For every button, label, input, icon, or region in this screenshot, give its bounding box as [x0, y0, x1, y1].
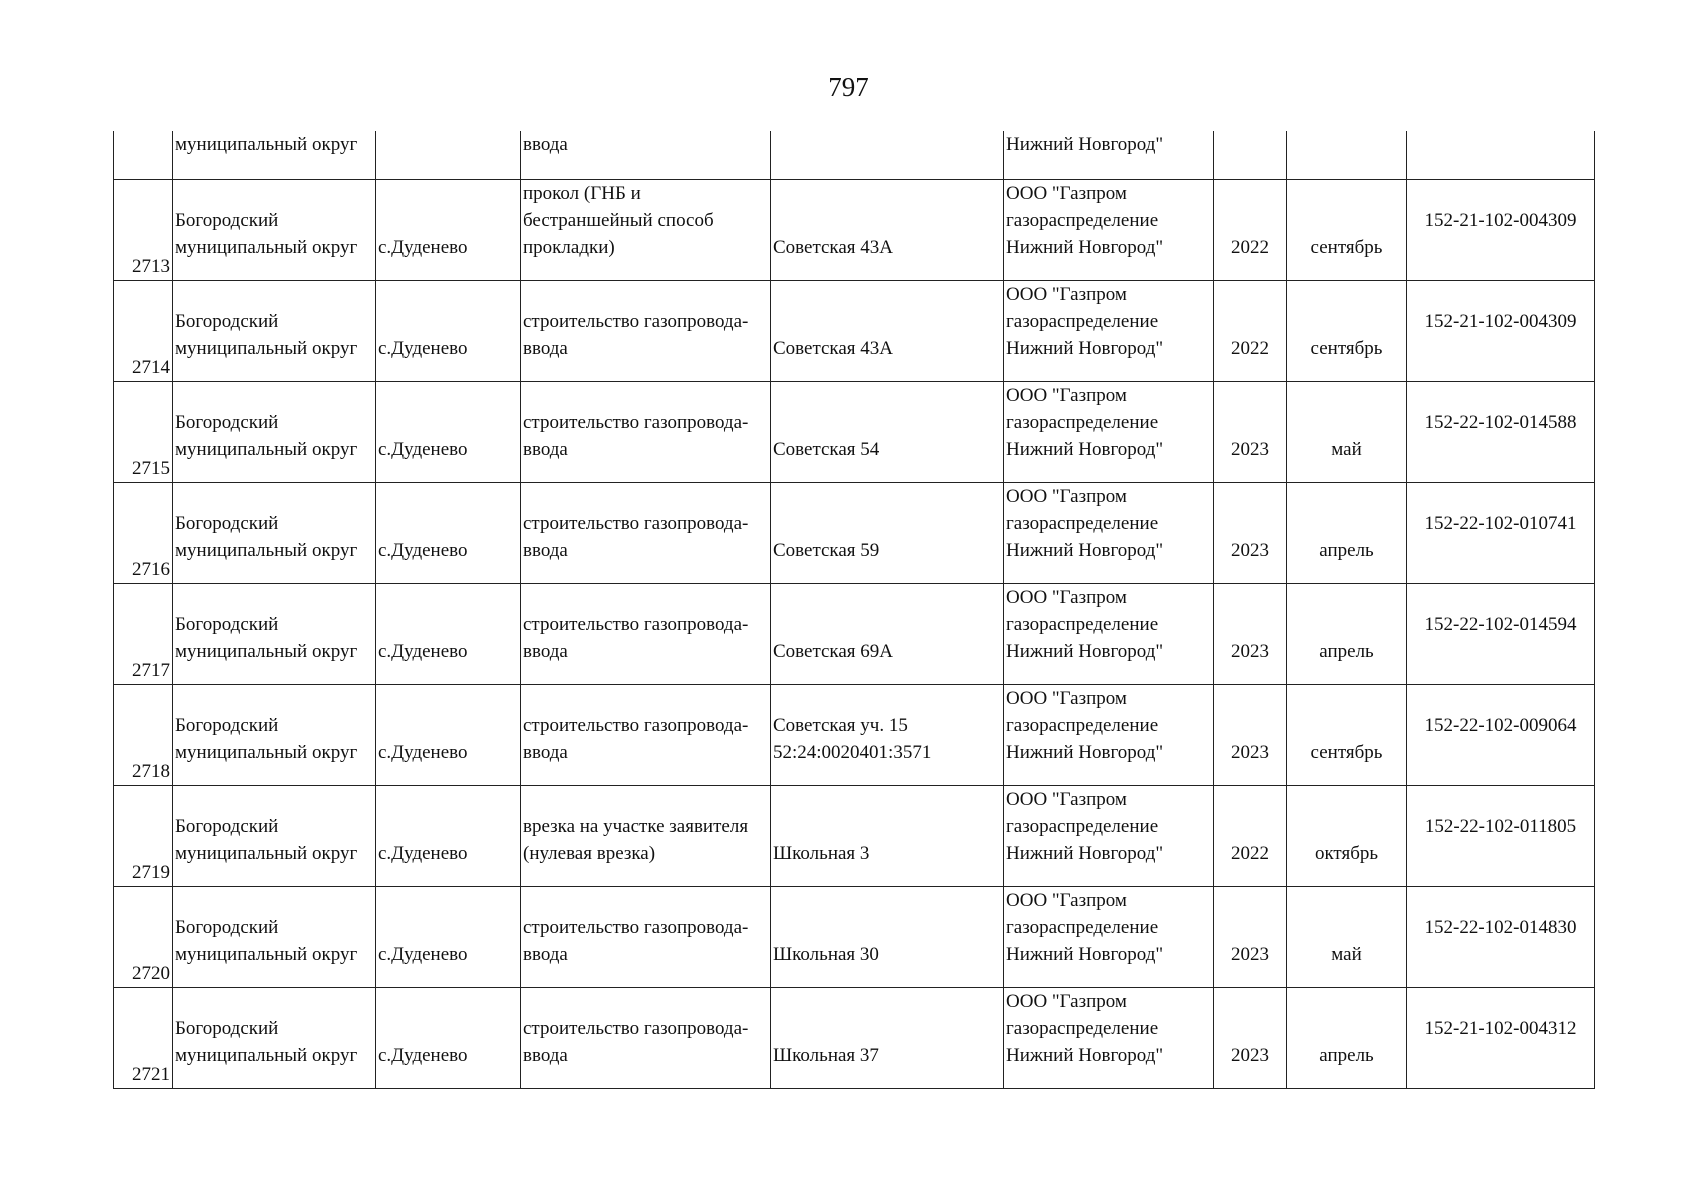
field-year: 2023	[1231, 742, 1269, 763]
cell-organization	[1004, 887, 1214, 988]
field-district-l1: Богородский	[175, 917, 279, 938]
cell-organization	[1004, 988, 1214, 1089]
cell-num	[114, 988, 173, 1089]
cell-month	[1287, 988, 1407, 1089]
cell-work	[521, 382, 771, 483]
address-line-1: Советская уч. 15	[773, 715, 908, 736]
field-org-l3: Нижний Новгород"	[1006, 540, 1164, 561]
cell-month	[1287, 131, 1407, 180]
cell-district: муниципальный округ	[173, 131, 376, 180]
field-org-l1: ООО "Газпром	[1006, 587, 1127, 608]
field-work-l2: врезка на участке заявителя	[523, 816, 749, 837]
cell-month	[1287, 483, 1407, 584]
cell-month	[1287, 887, 1407, 988]
cell-code	[1407, 281, 1595, 382]
field-district-l1: Богородский	[175, 1018, 279, 1039]
cell-locality	[376, 131, 521, 180]
field-work-l3: ввода	[523, 641, 568, 662]
field-district-l1: Богородский	[175, 513, 279, 534]
cell-district	[173, 382, 376, 483]
cell-address	[771, 483, 1004, 584]
cell-organization	[1004, 281, 1214, 382]
field-org-l2: газораспределение	[1006, 412, 1159, 433]
field-locality: с.Дуденево	[378, 1045, 468, 1066]
field-code: 152-22-102-010741	[1424, 513, 1577, 534]
address-line-1: Советская 43А	[773, 338, 894, 359]
field-month: сентябрь	[1310, 338, 1383, 359]
field-locality: с.Дуденево	[378, 944, 468, 965]
cell-address	[771, 281, 1004, 382]
field-work-l1	[523, 281, 768, 308]
cell-district	[173, 483, 376, 584]
table-row-continuation	[114, 131, 1595, 180]
field-district-l2: муниципальный округ	[175, 540, 358, 561]
cell-work: ввода	[521, 131, 771, 180]
registry-table	[113, 131, 1595, 1089]
cell-district	[173, 180, 376, 281]
field-org-l1: ООО "Газпром	[1006, 789, 1127, 810]
field-district-l2: муниципальный округ	[175, 742, 358, 763]
field-month: апрель	[1319, 1045, 1374, 1066]
cell-locality	[376, 180, 521, 281]
cell-work	[521, 180, 771, 281]
cell-year	[1214, 281, 1287, 382]
field-locality: с.Дуденево	[378, 843, 468, 864]
field-district-l1: Богородский	[175, 412, 279, 433]
field-org-l1: ООО "Газпром	[1006, 890, 1127, 911]
cell-locality	[376, 786, 521, 887]
cell-address	[771, 382, 1004, 483]
address-line-1: Школьная 37	[773, 1045, 879, 1066]
cell-num	[114, 180, 173, 281]
field-month: сентябрь	[1310, 742, 1383, 763]
field-district-l2: муниципальный округ	[175, 641, 358, 662]
field-num: 2715	[132, 458, 170, 479]
cell-num	[114, 131, 173, 180]
field-org-l3: Нижний Новгород"	[1006, 944, 1164, 965]
cell-locality	[376, 483, 521, 584]
cell-locality	[376, 382, 521, 483]
cell-num	[114, 281, 173, 382]
address-line-1: Советская 54	[773, 439, 880, 460]
field-org-l3: Нижний Новгород"	[1006, 641, 1164, 662]
cell-organization	[1004, 786, 1214, 887]
cell-district	[173, 281, 376, 382]
cell-code	[1407, 131, 1595, 180]
field-num: 2720	[132, 963, 170, 984]
address-line-1: Школьная 30	[773, 944, 879, 965]
cell-organization	[1004, 382, 1214, 483]
field-org-l3: Нижний Новгород"	[1006, 439, 1164, 460]
cell-locality	[376, 685, 521, 786]
cell-num	[114, 887, 173, 988]
cell-locality	[376, 988, 521, 1089]
field-locality: с.Дуденево	[378, 742, 468, 763]
cell-organization	[1004, 584, 1214, 685]
cell-code	[1407, 180, 1595, 281]
cell-address	[771, 180, 1004, 281]
cell-organization	[1004, 483, 1214, 584]
field-work-l1	[523, 685, 768, 712]
field-work-l3: ввода	[523, 944, 568, 965]
cell-locality	[376, 584, 521, 685]
field-work-l1	[523, 988, 768, 1015]
cell-work	[521, 483, 771, 584]
field-month: апрель	[1319, 540, 1374, 561]
table-row	[114, 887, 1595, 988]
field-work-l1	[523, 382, 768, 409]
field-code: 152-22-102-009064	[1424, 715, 1577, 736]
cell-year	[1214, 786, 1287, 887]
field-org-l3: Нижний Новгород"	[1006, 1045, 1164, 1066]
field-org-l1: ООО "Газпром	[1006, 688, 1127, 709]
field-work-l1	[523, 786, 768, 813]
cell-year	[1214, 988, 1287, 1089]
field-num: 2714	[132, 357, 170, 378]
cell-locality	[376, 281, 521, 382]
cell-month	[1287, 180, 1407, 281]
table-row	[114, 988, 1595, 1089]
field-work-l3: (нулевая врезка)	[523, 843, 656, 864]
cell-district	[173, 786, 376, 887]
field-work-l1	[523, 483, 768, 510]
cell-district	[173, 887, 376, 988]
cell-locality	[376, 887, 521, 988]
cell-num	[114, 584, 173, 685]
field-num: 2713	[132, 256, 170, 277]
field-district-l1: Богородский	[175, 715, 279, 736]
cell-num	[114, 483, 173, 584]
field-org-l3: Нижний Новгород"	[1006, 742, 1164, 763]
table-row	[114, 180, 1595, 281]
cell-work	[521, 281, 771, 382]
cell-code	[1407, 786, 1595, 887]
field-org-l3: Нижний Новгород"	[1006, 338, 1164, 359]
field-work-l2: строительство газопровода-	[523, 1018, 749, 1039]
field-num: 2721	[132, 1064, 170, 1085]
field-org-l2: газораспределение	[1006, 614, 1159, 635]
cell-work	[521, 584, 771, 685]
field-work-l3: ввода	[523, 439, 568, 460]
field-year: 2022	[1231, 338, 1269, 359]
field-month: апрель	[1319, 641, 1374, 662]
cell-work	[521, 786, 771, 887]
field-district-l2: муниципальный округ	[175, 843, 358, 864]
cell-district	[173, 685, 376, 786]
field-work-l3: ввода	[523, 1045, 568, 1066]
table-row	[114, 483, 1595, 584]
address-line-1: Советская 69А	[773, 641, 894, 662]
cell-address	[771, 988, 1004, 1089]
field-month: сентябрь	[1310, 237, 1383, 258]
table-row	[114, 685, 1595, 786]
field-month: май	[1331, 439, 1362, 460]
cell-year	[1214, 584, 1287, 685]
field-org-l1: ООО "Газпром	[1006, 385, 1127, 406]
field-work-l2: строительство газопровода-	[523, 715, 749, 736]
field-year: 2022	[1231, 237, 1269, 258]
cell-address	[771, 584, 1004, 685]
field-month: май	[1331, 944, 1362, 965]
field-work-l3: прокладки)	[523, 237, 615, 258]
cell-year	[1214, 685, 1287, 786]
cell-organization	[1004, 180, 1214, 281]
table-row	[114, 584, 1595, 685]
field-code: 152-22-102-014830	[1424, 917, 1577, 938]
field-year: 2023	[1231, 439, 1269, 460]
field-num: 2719	[132, 862, 170, 883]
field-org-l1: ООО "Газпром	[1006, 284, 1127, 305]
field-org-l2: газораспределение	[1006, 816, 1159, 837]
cell-work	[521, 887, 771, 988]
field-work-l2: бестраншейный способ	[523, 210, 714, 231]
cell-year	[1214, 887, 1287, 988]
cell-code	[1407, 483, 1595, 584]
field-district-l2: муниципальный округ	[175, 1045, 358, 1066]
field-code: 152-21-102-004309	[1424, 311, 1577, 332]
cell-organization	[1004, 685, 1214, 786]
cell-month	[1287, 382, 1407, 483]
cell-district	[173, 988, 376, 1089]
field-num: 2718	[132, 761, 170, 782]
field-org-l3: Нижний Новгород"	[1006, 843, 1164, 864]
field-district-l1: Богородский	[175, 210, 279, 231]
cell-address	[771, 786, 1004, 887]
field-org-l1: ООО "Газпром	[1006, 991, 1127, 1012]
address-line-2: 52:24:0020401:3571	[773, 742, 932, 763]
table-row	[114, 786, 1595, 887]
field-locality: с.Дуденево	[378, 237, 468, 258]
field-work-l2: строительство газопровода-	[523, 311, 749, 332]
address-line-1: Школьная 3	[773, 843, 870, 864]
field-district-l1: Богородский	[175, 311, 279, 332]
cell-code	[1407, 382, 1595, 483]
field-org-l2: газораспределение	[1006, 1018, 1159, 1039]
field-district-l2: муниципальный округ	[175, 338, 358, 359]
address-line-1: Советская 59	[773, 540, 880, 561]
cell-year	[1214, 180, 1287, 281]
field-locality: с.Дуденево	[378, 338, 468, 359]
field-code: 152-22-102-014594	[1424, 614, 1577, 635]
address-line-1: Советская 43А	[773, 237, 894, 258]
cell-code	[1407, 685, 1595, 786]
field-work-l2: строительство газопровода-	[523, 917, 749, 938]
field-work-l1	[523, 887, 768, 914]
cell-year	[1214, 483, 1287, 584]
cell-work	[521, 685, 771, 786]
field-month: октябрь	[1314, 843, 1379, 864]
field-org-l2: газораспределение	[1006, 917, 1159, 938]
field-work-l3: ввода	[523, 338, 568, 359]
field-district-l2: муниципальный округ	[175, 944, 358, 965]
field-year: 2023	[1231, 944, 1269, 965]
field-locality: с.Дуденево	[378, 540, 468, 561]
cell-month	[1287, 786, 1407, 887]
cell-district	[173, 584, 376, 685]
field-locality: с.Дуденево	[378, 439, 468, 460]
field-org-l2: газораспределение	[1006, 311, 1159, 332]
field-district-l2: муниципальный округ	[175, 439, 358, 460]
field-code: 152-22-102-011805	[1424, 816, 1577, 837]
field-org-l1: ООО "Газпром	[1006, 183, 1127, 204]
cell-address	[771, 685, 1004, 786]
field-year: 2023	[1231, 540, 1269, 561]
cell-month	[1287, 685, 1407, 786]
field-year: 2023	[1231, 1045, 1269, 1066]
page-number: 797	[828, 72, 869, 102]
cell-code	[1407, 584, 1595, 685]
field-org-l3: Нижний Новгород"	[1006, 237, 1164, 258]
field-district-l1: Богородский	[175, 614, 279, 635]
field-code: 152-21-102-004312	[1424, 1018, 1577, 1039]
field-code: 152-21-102-004309	[1424, 210, 1577, 231]
cell-code	[1407, 988, 1595, 1089]
cell-month	[1287, 281, 1407, 382]
cell-num	[114, 382, 173, 483]
field-work-l3: ввода	[523, 540, 568, 561]
field-work-l2: строительство газопровода-	[523, 412, 749, 433]
field-work-l2: строительство газопровода-	[523, 614, 749, 635]
cell-address	[771, 131, 1004, 180]
cell-num	[114, 685, 173, 786]
field-work-l1: прокол (ГНБ и	[523, 183, 641, 204]
field-code: 152-22-102-014588	[1424, 412, 1577, 433]
field-work-l1	[523, 584, 768, 611]
cell-year	[1214, 382, 1287, 483]
field-district-l2: муниципальный округ	[175, 237, 358, 258]
field-num: 2717	[132, 660, 170, 681]
field-num: 2716	[132, 559, 170, 580]
field-year: 2023	[1231, 641, 1269, 662]
field-locality: с.Дуденево	[378, 641, 468, 662]
field-org-l1: ООО "Газпром	[1006, 486, 1127, 507]
field-org-l2: газораспределение	[1006, 513, 1159, 534]
field-org-l2: газораспределение	[1006, 715, 1159, 736]
cell-num	[114, 786, 173, 887]
table-row	[114, 281, 1595, 382]
cell-code	[1407, 887, 1595, 988]
cell-organization: Нижний Новгород"	[1004, 131, 1214, 180]
field-work-l2: строительство газопровода-	[523, 513, 749, 534]
field-work-l3: ввода	[523, 742, 568, 763]
cell-work	[521, 988, 771, 1089]
table-row	[114, 382, 1595, 483]
field-year: 2022	[1231, 843, 1269, 864]
cell-month	[1287, 584, 1407, 685]
cell-year	[1214, 131, 1287, 180]
cell-address	[771, 887, 1004, 988]
field-district-l1: Богородский	[175, 816, 279, 837]
field-org-l2: газораспределение	[1006, 210, 1159, 231]
